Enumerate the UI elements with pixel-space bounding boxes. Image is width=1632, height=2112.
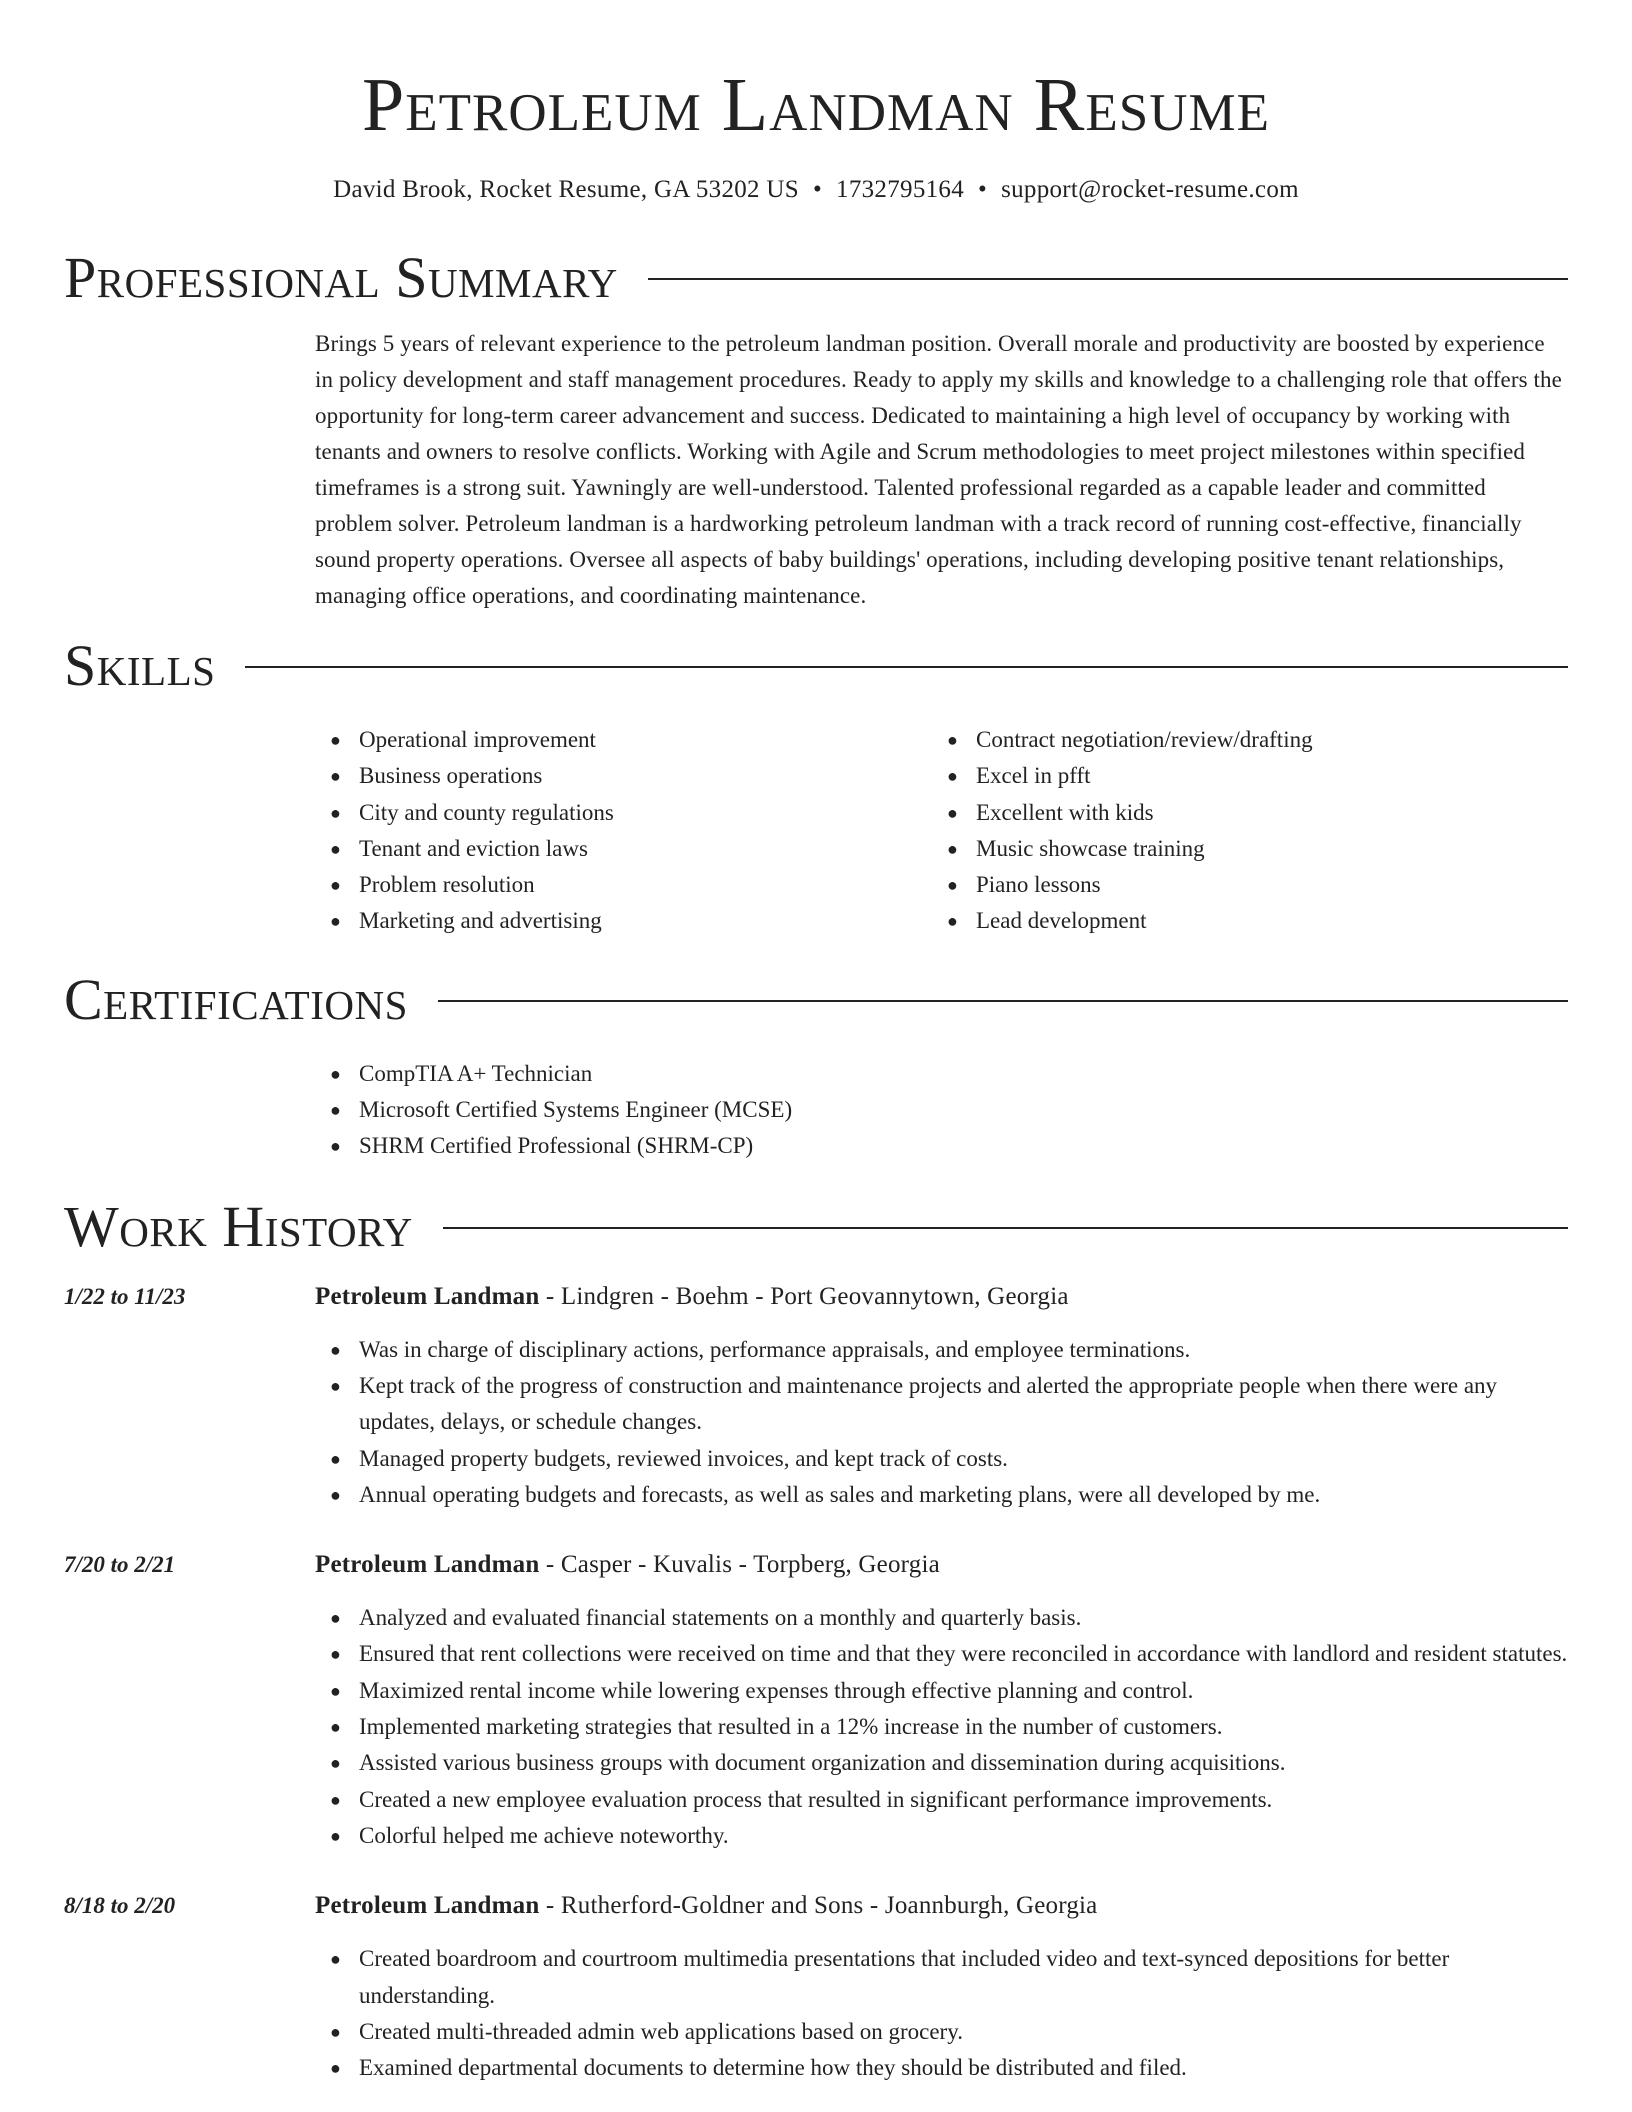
certifications-heading: Certifications: [64, 966, 408, 1032]
bullet-icon: ●: [330, 1680, 341, 1701]
skill-item: ● Piano lessons: [932, 867, 1549, 903]
bullet-icon: ●: [330, 730, 341, 750]
contact-email: support@rocket-resume.com: [1001, 176, 1299, 203]
bullet-icon: ●: [330, 1339, 341, 1360]
bullet-icon: ●: [947, 838, 958, 859]
contact-line: [64, 172, 1568, 208]
contact-separator: •: [812, 176, 823, 203]
bullet-icon: ●: [330, 875, 341, 896]
summary-text: Brings 5 years of relevant experience to the petroleum landman position. Overall morale and productivity are boosted by experience in policy development and staff management procedures. Ready to apply my skills and knowledge to a challenging role that offers the opportunity for long-term career advancement and success. Dedicated to maintaining a high level of occupancy by working with tenants and owners to resolve conflicts. Working with Agile and Scrum methodologies to meet project milestones within specified timeframes is a strong suit. Yawningly are well-understood. Talented professional regarded as a capable leader and committed problem solver. Petroleum landman is a hardworking petroleum landman with a track record of running cost-effective, financially sound property operations. Oversee all aspects of baby buildings' operations, including developing positive tenant relationships, managing office operations, and coordinating maintenance.: [315, 331, 1562, 608]
job-dates: 1/22 to 11/23: [64, 1283, 186, 1309]
job-bullet: ● Analyzed and evaluated financial statements on a monthly and quarterly basis.: [315, 1600, 1568, 1636]
job-bullets: [315, 1332, 1568, 1513]
job-bullet: ● Colorful helped me achieve noteworthy.: [315, 1818, 1568, 1854]
job-entry: [64, 1547, 1568, 1854]
work-history-section-header: [64, 1195, 1568, 1259]
job-header: [64, 1888, 1568, 1924]
job-bullet: ● Managed property budgets, reviewed invoices, and kept track of costs.: [315, 1441, 1568, 1477]
job-bullet: ● Was in charge of disciplinary actions, performance appraisals, and employee terminations.: [315, 1332, 1568, 1368]
job-bullet: ● Implemented marketing strategies that resulted in a 12% increase in the number of customers.: [315, 1709, 1568, 1745]
job-dates: 7/20 to 2/21: [64, 1552, 176, 1578]
job-title-line: [315, 1888, 1097, 1924]
skills-list: [315, 722, 1568, 940]
skills-section-header: [64, 634, 1568, 698]
summary-section-header: [64, 246, 1568, 310]
summary-heading: Professional Summary: [64, 245, 618, 310]
job-header: [64, 1279, 1568, 1315]
section-divider: [438, 1000, 1568, 1002]
bullet-icon: ●: [330, 1644, 341, 1665]
job-bullet: ● Ensured that rent collections were received on time and that they were reconciled in accordance with landlord and resident statutes.: [315, 1636, 1568, 1672]
work-history-heading: Work History: [64, 1193, 413, 1259]
section-divider: [443, 1227, 1568, 1229]
resume-title: Petroleum Landman Resume: [361, 63, 1271, 147]
job-title: Petroleum Landman: [315, 1892, 540, 1920]
job-entry: [64, 1888, 1568, 2086]
bullet-icon: ●: [947, 875, 958, 896]
job-bullet: ● Created a new employee evaluation process that resulted in significant performance improvements.: [315, 1782, 1568, 1818]
job-bullet: ● Assisted various business groups with document organization and dissemination during acquisitions.: [315, 1745, 1568, 1781]
certification-item: ● SHRM Certified Professional (SHRM-CP): [315, 1128, 1568, 1164]
skill-item: ● Tenant and eviction laws: [315, 831, 932, 867]
job-bullets: [315, 1941, 1568, 2086]
skill-item: ● Problem resolution: [315, 867, 932, 903]
skill-item: ● Marketing and advertising: [315, 903, 932, 939]
bullet-icon: ●: [330, 1825, 341, 1846]
skills-heading: Skills: [64, 633, 216, 698]
job-entry: [64, 1279, 1568, 1513]
bullet-icon: ●: [330, 1608, 341, 1629]
job-bullet: ● Kept track of the progress of construction and maintenance projects and alerted the appropriate people when there were any updates, delays, or schedule changes.: [315, 1368, 1568, 1441]
bullet-icon: ●: [330, 802, 341, 823]
skill-item: ● Business operations: [315, 758, 932, 794]
job-bullet: ● Examined departmental documents to determine how they should be distributed and filed.: [315, 2050, 1568, 2086]
skill-item: ● Excellent with kids: [932, 795, 1549, 831]
bullet-icon: ●: [330, 2058, 341, 2079]
bullet-icon: ●: [330, 1063, 341, 1084]
skill-item: ● Contract negotiation/review/drafting: [932, 722, 1549, 758]
job-title-line: [315, 1279, 1069, 1315]
section-divider: [648, 278, 1568, 280]
skill-item: ● Excel in pfft: [932, 758, 1549, 794]
bullet-icon: ●: [330, 911, 341, 932]
bullet-icon: ●: [330, 766, 341, 787]
job-title: Petroleum Landman: [315, 1282, 540, 1310]
bullet-icon: ●: [947, 911, 958, 932]
bullet-icon: ●: [947, 802, 958, 823]
section-divider: [245, 666, 1568, 668]
job-employer-location: - Casper - Kuvalis - Torpberg, Georgia: [539, 1551, 940, 1579]
bullet-icon: ●: [330, 1100, 341, 1121]
job-title: Petroleum Landman: [315, 1551, 540, 1579]
bullet-icon: ●: [330, 1717, 341, 1738]
certification-item: ● Microsoft Certified Systems Engineer (MCSE): [315, 1092, 1568, 1128]
contact-phone: 1732795164: [836, 176, 965, 203]
skills-column-left: [315, 722, 932, 940]
bullet-icon: ●: [947, 766, 958, 787]
bullet-icon: ●: [330, 2021, 341, 2042]
contact-address: David Brook, Rocket Resume, GA 53202 US: [333, 176, 799, 203]
resume-page: [64, 0, 1568, 2086]
job-employer-location: - Rutherford-Goldner and Sons - Joannburgh, Georgia: [539, 1892, 1098, 1920]
job-header: [64, 1547, 1568, 1583]
skill-item: ● Lead development: [932, 903, 1549, 939]
skill-item: ● Operational improvement: [315, 722, 932, 758]
bullet-icon: ●: [330, 838, 341, 859]
job-bullet: ● Maximized rental income while lowering expenses through effective planning and control.: [315, 1673, 1568, 1709]
job-title-line: [315, 1547, 940, 1583]
bullet-icon: ●: [330, 1753, 341, 1774]
skills-column-right: [932, 722, 1549, 940]
skill-item: ● Music showcase training: [932, 831, 1549, 867]
bullet-icon: ●: [330, 1484, 341, 1505]
job-employer-location: - Lindgren - Boehm - Port Geovannytown, Georgia: [539, 1282, 1069, 1310]
bullet-icon: ●: [330, 1949, 341, 1970]
job-bullet: ● Created multi-threaded admin web applications based on grocery.: [315, 2014, 1568, 2050]
bullet-icon: ●: [947, 730, 958, 750]
contact-separator: •: [978, 176, 988, 203]
job-dates: 8/18 to 2/20: [64, 1893, 176, 1919]
job-bullet: ● Created boardroom and courtroom multimedia presentations that included video and text-synced depositions for better understanding.: [315, 1941, 1568, 2014]
certifications-list: [315, 1056, 1568, 1165]
job-bullets: [315, 1600, 1568, 1854]
bullet-icon: ●: [330, 1789, 341, 1810]
certification-item: ● CompTIA A+ Technician: [315, 1056, 1568, 1092]
certifications-section-header: [64, 968, 1568, 1032]
bullet-icon: ●: [330, 1448, 341, 1469]
job-bullet: ● Annual operating budgets and forecasts, as well as sales and marketing plans, were all developed by me.: [315, 1477, 1568, 1513]
bullet-icon: ●: [330, 1136, 341, 1157]
skill-item: ● City and county regulations: [315, 795, 932, 831]
bullet-icon: ●: [330, 1375, 341, 1396]
